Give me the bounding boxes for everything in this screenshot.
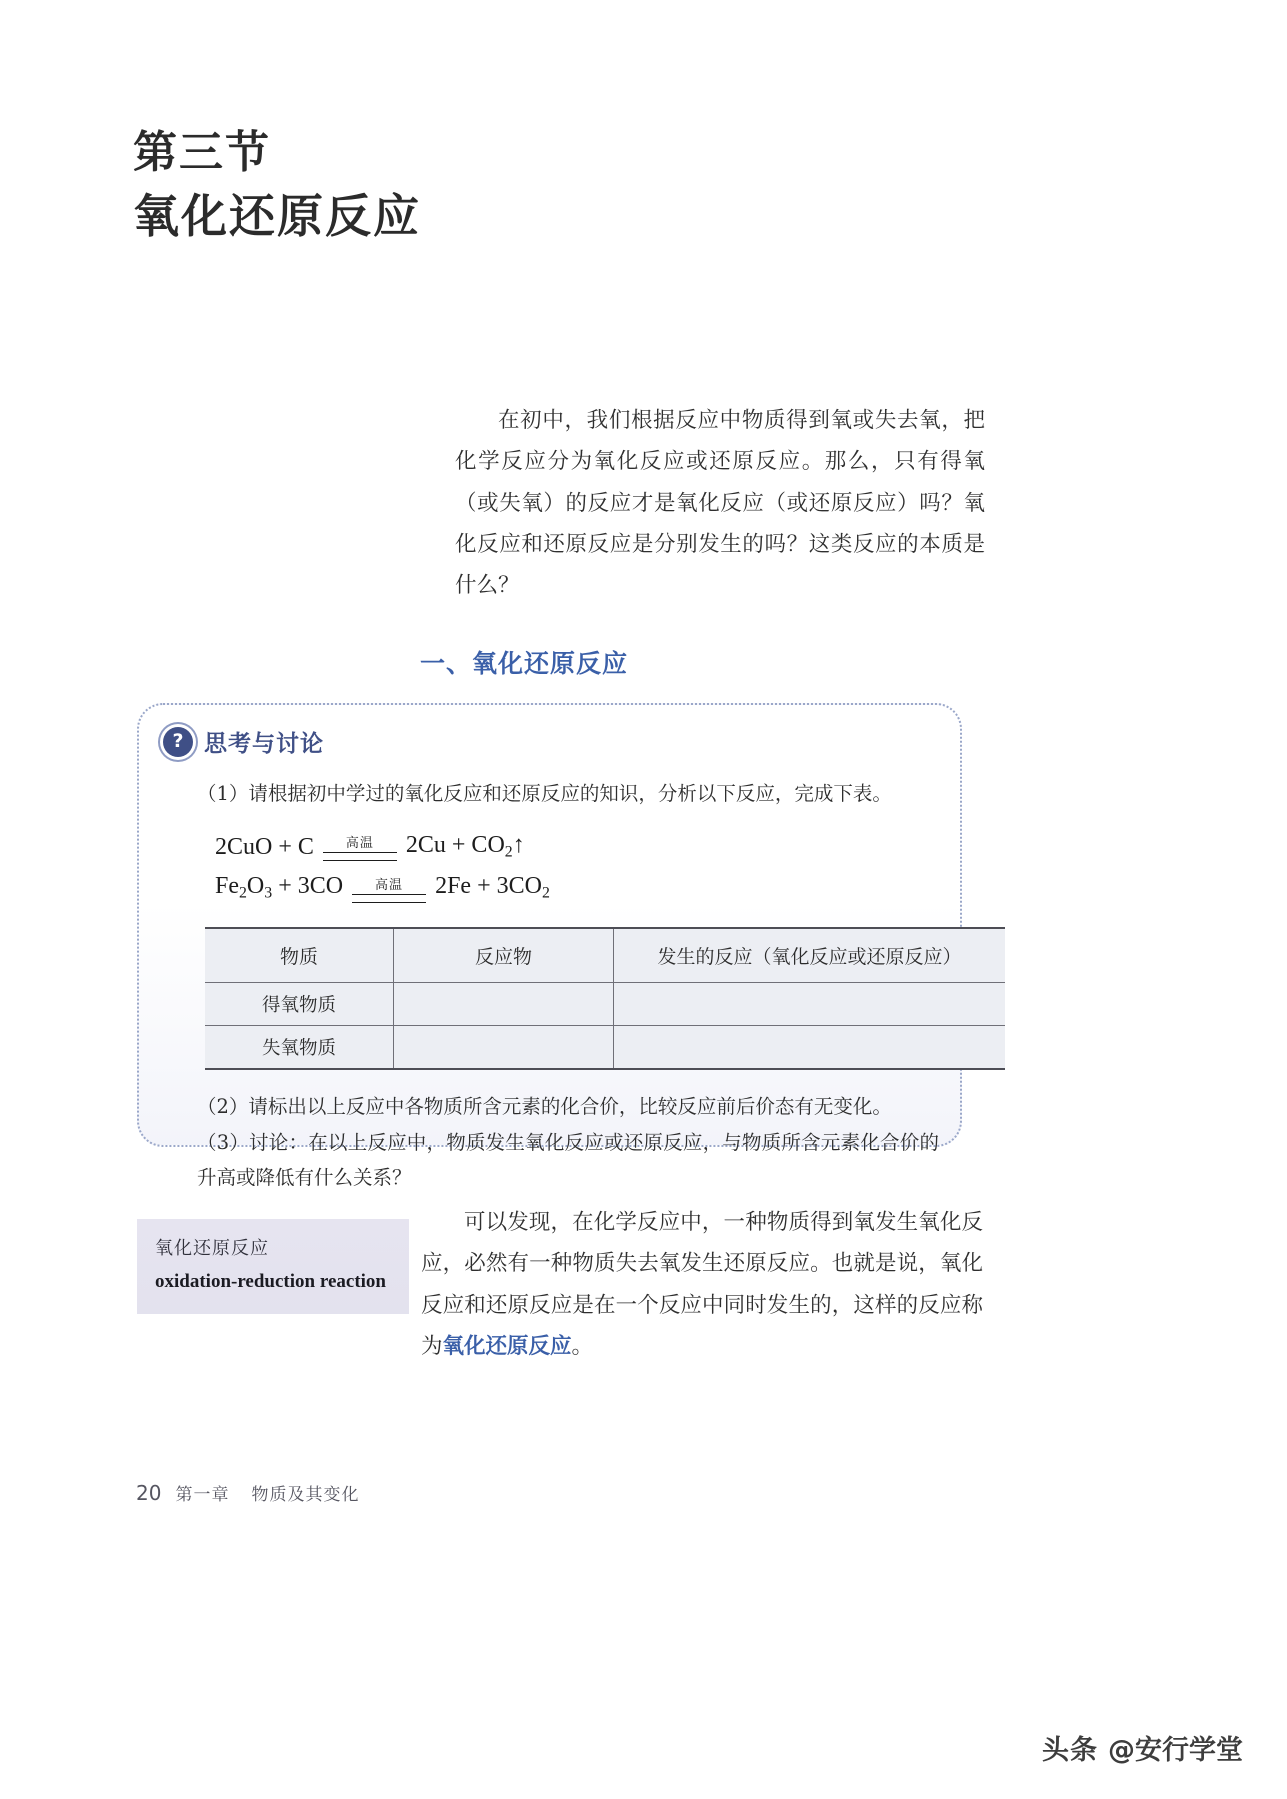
- question-2: （2）请标出以上反应中各物质所含元素的化合价，比较反应前后价态有无变化。: [197, 1094, 892, 1118]
- vocabulary-chinese: 氧化还原反应: [155, 1238, 269, 1259]
- think-and-discuss-box: [137, 703, 962, 1189]
- think-box-header: [163, 725, 324, 758]
- page-number: 20: [136, 1481, 162, 1505]
- body-paragraph-tail: 。: [571, 1333, 594, 1358]
- watermark: [1042, 1728, 1243, 1767]
- page-title: 氧化还原反应: [133, 189, 421, 244]
- body-paragraph: [421, 1202, 983, 1367]
- reaction-condition: 高温: [375, 877, 404, 893]
- equation-left: 2CuO + C: [215, 834, 314, 861]
- equation-list: [215, 832, 939, 905]
- chapter-title: 物质及其变化: [251, 1485, 360, 1505]
- body-paragraph-block: [421, 1202, 983, 1367]
- page-footer: [136, 1480, 359, 1505]
- table-header-cell: 发生的反应（氧化反应或还原反应）: [614, 928, 1006, 983]
- question-group: [197, 1090, 939, 1196]
- watermark-account: @安行学堂: [1108, 1735, 1243, 1766]
- section-heading: 一、氧化还原反应: [420, 649, 629, 678]
- table-row: [205, 1025, 1005, 1069]
- reaction-condition: 高温: [345, 836, 374, 852]
- reaction-condition-arrow: [323, 837, 397, 863]
- equation-right: $2Cu + CO_2↑$: [405, 831, 525, 861]
- question-circle-icon: ?: [163, 727, 193, 757]
- double-line-arrow-icon: [323, 852, 397, 861]
- table-cell-reaction[interactable]: [614, 982, 1006, 1025]
- table-header-cell: 物质: [205, 928, 394, 983]
- double-line-arrow-icon: [352, 894, 426, 903]
- equation-row: [215, 832, 939, 863]
- footer-chapter: [175, 1480, 359, 1505]
- question-3: （3）讨论：在以上反应中，物质发生氧化反应或还原反应，与物质所含元素化合价的升高或降低有什么关系？: [197, 1131, 939, 1189]
- body-paragraph-lead: 可以发现，在化学反应中，一种物质得到氧发生氧化反应，必然有一种物质失去氧发生还原反应。也就是说，氧化反应和还原反应是在一个反应中同时发生的，这样的反应称为: [421, 1210, 983, 1358]
- vocabulary-english: oxidation-reduction reaction: [155, 1271, 386, 1292]
- equation-right: $2Fe + 3CO_2$: [435, 873, 550, 902]
- table-row-label: 失氧物质: [205, 1025, 394, 1069]
- section-number: 第三节: [133, 127, 271, 178]
- table-header-cell: 反应物: [394, 928, 614, 983]
- reaction-condition-arrow: [352, 879, 426, 905]
- reaction-table: [205, 927, 1005, 1070]
- table-header-row: [205, 928, 1005, 983]
- table-cell-reactant[interactable]: [394, 982, 614, 1025]
- watermark-brand: 头条: [1042, 1735, 1098, 1766]
- chapter-number: 第一章: [175, 1485, 230, 1505]
- body-paragraph-keyword: 氧化还原反应: [442, 1333, 572, 1358]
- vocabulary-box: [137, 1219, 409, 1314]
- table-row-label: 得氧物质: [205, 982, 394, 1025]
- intro-paragraph: 在初中，我们根据反应中物质得到氧或失去氧，把化学反应分为氧化反应或还原反应。那么，只有得氧（或失氧）的反应才是氧化反应（或还原反应）吗？氧化反应和还原反应是分别发生的吗？这类反应的本质是什么？: [455, 408, 985, 598]
- table-cell-reactant[interactable]: [394, 1025, 614, 1069]
- table-cell-reaction[interactable]: [614, 1025, 1006, 1069]
- think-box-body: [197, 777, 962, 1198]
- page-title-block: [133, 122, 421, 250]
- think-box-title: 思考与讨论: [204, 731, 324, 757]
- table-row: [205, 982, 1005, 1025]
- equation-left: $Fe_2O_3 + 3CO$: [215, 873, 344, 902]
- question-1: （1）请根据初中学过的氧化反应和还原反应的知识，分析以下反应，完成下表。: [197, 782, 892, 805]
- intro-paragraph-block: [455, 400, 985, 606]
- equation-row: [215, 873, 939, 904]
